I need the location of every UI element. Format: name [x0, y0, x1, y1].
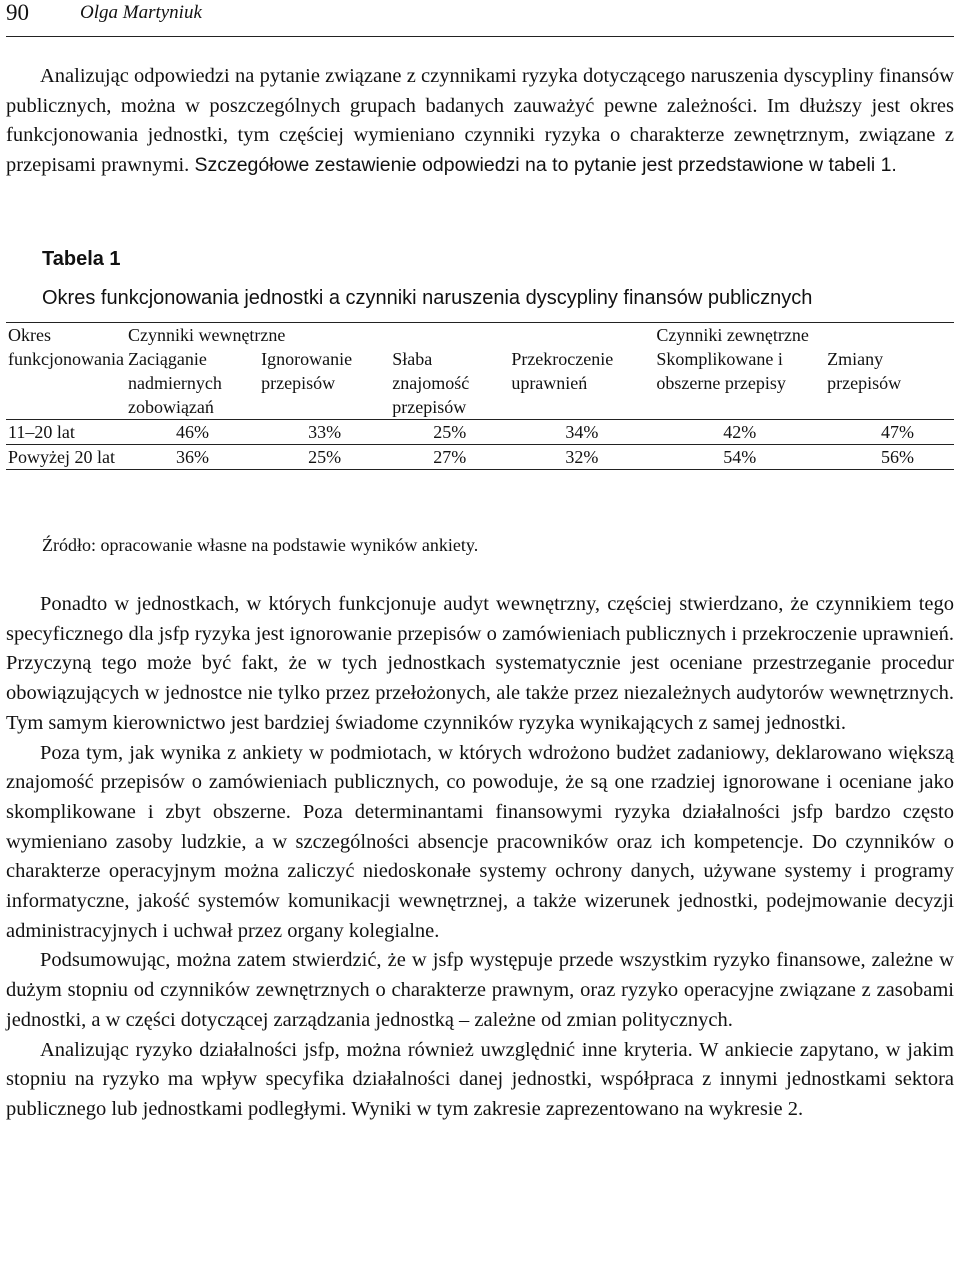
- column-header: Zmiany przepisów: [827, 349, 902, 393]
- body-paragraph: Ponadto w jednostkach, w których funkcjonuje audyt wewnętrzny, częściej stwierdzano, że czynnikiem tego specyficznego dla jsfp ryzyka jest ignorowanie przepisów o zamówieniach publicznych i przekroczenie uprawnień. Przyczyną tego może być fakt, że w tych jednostkach systematycznie jest oceniane przestrzeganie procedur obowiązujących w jednostce nie tylko przez przełożonych, ale także przez niezależnych audytorów wewnętrznych. Tym samym kierownictwo jest bardziej świadome czynników ryzyka wynikających z samej jednostki.: [6, 593, 954, 734]
- table-cell: 34%: [509, 420, 654, 445]
- body-paragraph: Podsumowując, można zatem stwierdzić, że w jsfp występuje przede wszystkim ryzyko finansowe, zależne w dużym stopniu od czynników zewnętrznych o charakterze prawnym, oraz ryzyko operacyjne związane z zasobami jednostki, a w części dotyczącej zarządzania jednostką – zależne od zmian politycznych.: [6, 949, 954, 1031]
- column-header: Ignorowanie przepisów: [261, 349, 353, 393]
- running-head-author: Olga Martyniuk: [80, 2, 202, 23]
- table-cell: 25%: [390, 420, 509, 445]
- table-cell: 27%: [390, 445, 509, 470]
- table-cell: 46%: [126, 420, 259, 445]
- intro-text: Analizując odpowiedzi na pytanie związane z czynnikami ryzyka dotyczącego naruszenia dyscypliny finansów publicznych, można w poszczególnych grupach badanych zauważyć pewne zależności. Im dłuższy jest okres funkcjonowania jednostki, tym częściej wymieniano czynniki ryzyka o charakterze zewnętrznym, związane z przepisami prawnymi.: [6, 65, 954, 177]
- results-table: [6, 322, 954, 470]
- table-cell: 42%: [654, 420, 825, 445]
- header-internal-factors: Czynniki wewnętrzne: [126, 323, 654, 348]
- header-period: Okres funkcjonowania: [6, 323, 126, 420]
- table-row: [6, 420, 954, 445]
- table-cell: 32%: [509, 445, 654, 470]
- table-cell: 56%: [825, 445, 954, 470]
- table-cell: 25%: [259, 445, 390, 470]
- table-cell: 36%: [126, 445, 259, 470]
- header-external-factors: Czynniki zewnętrzne: [654, 323, 954, 348]
- intro-paragraph: [6, 62, 954, 181]
- page-number: 90: [6, 0, 29, 25]
- column-header: Skomplikowane i obszerne przepisy: [656, 349, 786, 393]
- column-header: Zaciąganie nadmiernych zobowiązań: [127, 349, 222, 417]
- table-row: [6, 445, 954, 470]
- intro-text-sans: Szczegółowe zestawienie odpowiedzi na to pytanie jest przedstawione w tabeli 1.: [194, 154, 897, 177]
- page-header: [0, 0, 960, 40]
- table-caption: Okres funkcjonowania jednostki a czynniki naruszenia dyscypliny finansów publicznych: [42, 287, 813, 309]
- table-cell: 33%: [259, 420, 390, 445]
- table-label: Tabela 1: [42, 248, 121, 270]
- body-paragraph: Analizując ryzyko działalności jsfp, można również uwzględnić inne kryteria. W ankiecie zapytano, w jakim stopniu na ryzyko ma wpływ specyfika działalności danej jednostki, współpraca z innymi jednostkami sektora publicznego lub jednostkami podległymi. Wyniki w tym zakresie zaprezentowano na wykresie 2.: [6, 1038, 954, 1120]
- body-paragraph: Poza tym, jak wynika z ankiety w podmiotach, w których wdrożono budżet zadaniowy, deklarowano większą znajomość przepisów o zamówieniach publicznych, co powoduje, że są one rzadziej ignorowane i oceniane jako skomplikowane i zbyt obszerne. Poza determinantami finansowymi ryzyka działalności jsfp bardzo często wymieniano zasoby ludzkie, a w szczególności absencje pracowników oraz ich kompetencje. Do czynników o charakterze operacyjnym można zaliczyć niedoskonałe systemy ochrony danych, używane systemy i programy informatyczne, jakość systemów komunikacji wewnętrznej, a także wizerunek jednostki, podejmowanie decyzji administracyjnych i uchwał przez organy kolegialne.: [6, 741, 954, 942]
- table-source: Źródło: opracowanie własne na podstawie wyników ankiety.: [42, 535, 479, 555]
- column-header: Przekroczenie uprawnień: [511, 349, 614, 393]
- table-group-header-row: [6, 323, 954, 348]
- column-header: Słaba znajomość przepisów: [392, 349, 470, 417]
- table-cell: 47%: [825, 420, 954, 445]
- table-cell: 54%: [654, 445, 825, 470]
- body-text: [6, 590, 954, 1125]
- row-period: 11–20 lat: [6, 420, 126, 445]
- header-rule: [6, 36, 954, 37]
- table-column-header-row: [6, 347, 954, 420]
- row-period: Powyżej 20 lat: [6, 445, 126, 470]
